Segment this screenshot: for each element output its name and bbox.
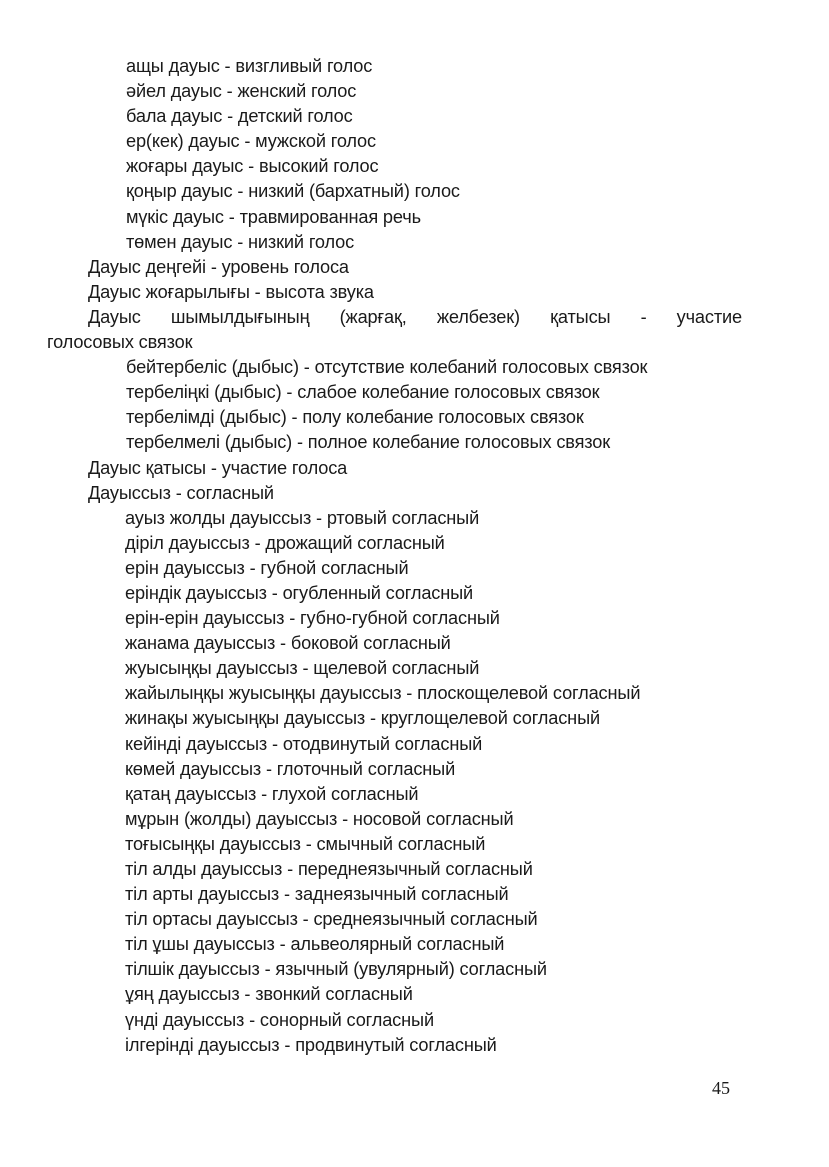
glossary-line: жинақы жуысыңқы дауыссыз - круглощелевой согласный [125, 708, 601, 729]
glossary-heading-line: Дауыс шымылдығының (жарғақ, желбезек) қатысы - участие [88, 306, 742, 327]
glossary-heading-line: Дауыс деңгейі - уровень голоса [88, 256, 349, 277]
glossary-line: жайылыңқы жуысыңқы дауыссыз - плоскощелевой согласный [125, 683, 641, 704]
glossary-line: мүкіс дауыс - травмированная речь [126, 206, 421, 227]
glossary-line: көмей дауыссыз - глоточный согласный [125, 758, 456, 779]
glossary-line: үнді дауыссыз - сонорный согласный [125, 1009, 434, 1030]
glossary-lines [0, 54, 829, 1058]
glossary-line: ерін-ерін дауыссыз - губно-губной согласный [125, 608, 500, 629]
glossary-line: тербелімді (дыбыс) - полу колебание голосовых связок [126, 407, 584, 428]
glossary-line: тіл ортасы дауыссыз - среднеязычный согласный [125, 909, 538, 930]
glossary-line: төмен дауыс - низкий голос [126, 231, 355, 252]
glossary-heading-line: Дауыс жоғарылығы - высота звука [88, 281, 374, 302]
glossary-line: бейтербеліс (дыбыс) - отсутствие колебаний голосовых связок [126, 357, 648, 378]
glossary-line: ащы дауыс - визгливый голос [126, 56, 373, 76]
glossary-line: кейінді дауыссыз - отодвинутый согласный [125, 733, 483, 754]
glossary-line: тіл ұшы дауыссыз - альвеолярный согласный [125, 934, 505, 955]
glossary-line: тілшік дауыссыз - язычный (увулярный) согласный [125, 959, 547, 980]
glossary-line: тербеліңкі (дыбыс) - слабое колебание голосовых связок [126, 382, 600, 403]
glossary-line: ер(кек) дауыс - мужской голос [126, 131, 376, 152]
glossary-line: мұрын (жолды) дауыссыз - носовой согласный [125, 808, 514, 829]
glossary-line: қоңыр дауыс - низкий (бархатный) голос [126, 181, 460, 202]
glossary-heading-line: Дауыссыз - согласный [88, 482, 274, 503]
glossary-line: қатаң дауыссыз - глухой согласный [125, 783, 419, 804]
glossary-line: тоғысыңқы дауыссыз - смычный согласный [125, 833, 486, 854]
glossary-line: ауыз жолды дауыссыз - ртовый согласный [125, 507, 480, 528]
glossary-line: діріл дауыссыз - дрожащий согласный [125, 532, 445, 553]
glossary-line: тербелмелі (дыбыс) - полное колебание голосовых связок [126, 432, 611, 453]
glossary-line: бала дауыс - детский голос [126, 106, 353, 127]
glossary-line: ерін дауыссыз - губной согласный [125, 557, 409, 578]
glossary-line: тіл алды дауыссыз - переднеязычный согласный [125, 859, 533, 879]
glossary-continuation-line: голосовых связок [47, 332, 193, 353]
glossary-line: ілгерінді дауыссыз - продвинутый согласный [125, 1034, 497, 1055]
glossary-line: тіл арты дауыссыз - заднеязычный согласный [125, 884, 509, 905]
glossary-line: жоғары дауыс - высокий голос [126, 156, 379, 177]
glossary-line: жанама дауыссыз - боковой согласный [125, 633, 451, 654]
glossary-line: жуысыңқы дауыссыз - щелевой согласный [125, 658, 480, 679]
glossary-line: еріндік дауыссыз - огубленный согласный [125, 582, 474, 603]
glossary-line: әйел дауыс - женский голос [126, 81, 357, 102]
page-number: 45 [712, 1078, 730, 1098]
glossary-line: ұяң дауыссыз - звонкий согласный [125, 984, 413, 1005]
glossary-heading-line: Дауыс қатысы - участие голоса [88, 457, 348, 478]
